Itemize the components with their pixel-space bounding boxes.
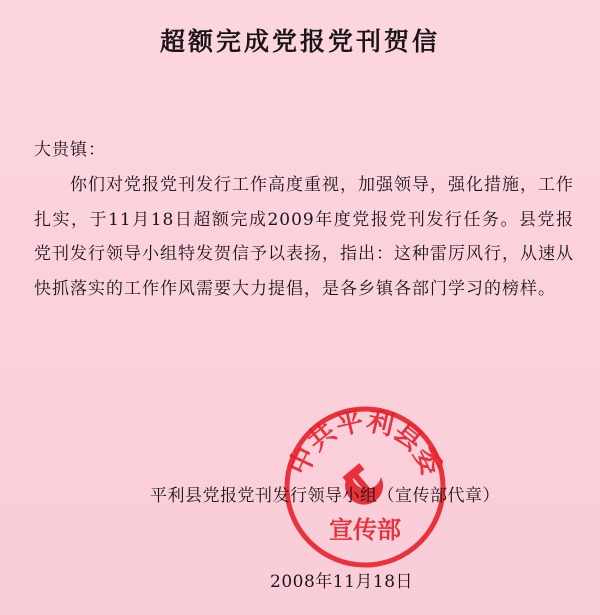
seal-bottom-text: 宣传部 bbox=[329, 516, 401, 544]
document-date: 2008年11月18日 bbox=[270, 572, 414, 592]
seal-ring-text: 中共平利县委 bbox=[283, 405, 447, 480]
signature-line: 平利县党报党刊发行领导小组（宣传部代章） bbox=[150, 486, 500, 506]
document-title: 超额完成党报党刊贺信 bbox=[159, 27, 440, 56]
letter-body: 你们对党报党刊发行工作高度重视，加强领导，强化措施，工作扎实，于11月18日超额完成2009年度党报党刊发行任务。县党报党刊发行领导小组特发贺信予以表扬，指出：这种雷厉风行，从速从快抓落实的工作作风需要大力提倡，是各乡镇各部门学习的榜样。 bbox=[34, 175, 574, 299]
salutation: 大贵镇： bbox=[34, 140, 106, 160]
